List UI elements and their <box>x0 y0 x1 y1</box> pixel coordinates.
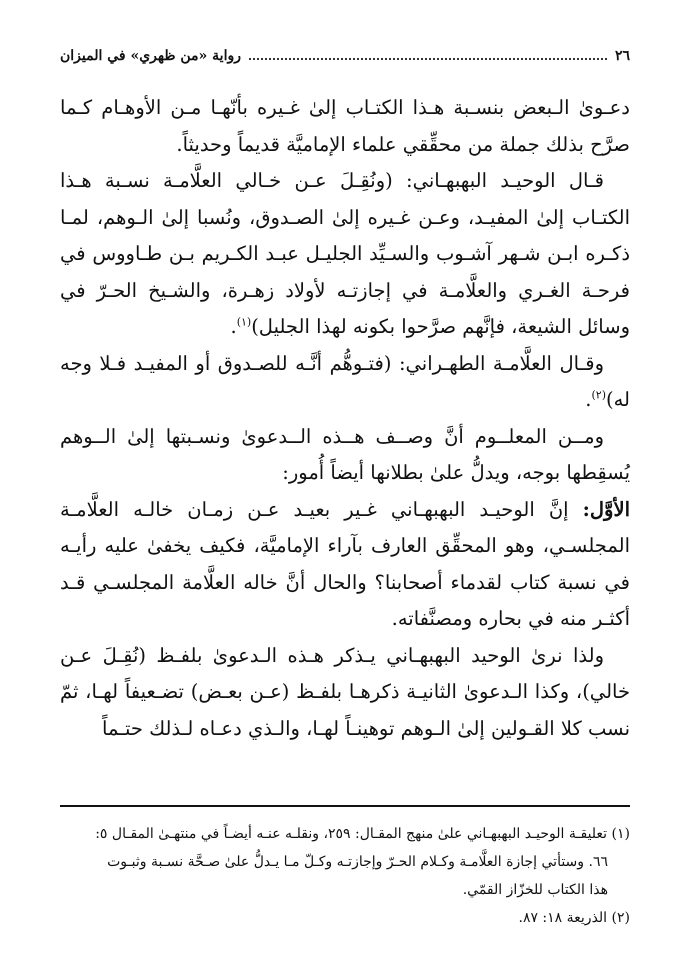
page-header <box>60 48 630 64</box>
paragraph-1-line-1: دعـوىٰ الـبعض بنسـبة هـذا الكتـاب إلىٰ غـيره بأنّهـا مـن الأوهـام كـما <box>60 96 630 119</box>
footnote-1-line-2: ٦٦. وستأتي إجازة العلَّامـة وكـلام الحـرّ وإجازتـه وكـلّ مـا يـدلُّ علىٰ صـحَّة نسـبة وثبـوت <box>107 854 608 870</box>
footnote-ref-1[interactable]: (١) <box>236 315 252 329</box>
paragraph-2 <box>60 163 630 346</box>
footnote-1-line-3: هذا الكتاب للخزّاز القمّي. <box>462 882 608 898</box>
footnote-ref-2[interactable]: (٢) <box>591 388 606 402</box>
paragraph-2-end: . <box>230 315 237 338</box>
footnote-2: (٢) الذريعة ١٨: ٨٧. <box>518 910 630 926</box>
footnote-divider <box>60 805 630 807</box>
main-text <box>60 90 630 747</box>
paragraph-4: ومــن المعلــوم أنَّ وصــف هــذه الــدعوىٰ ونسـبتها إلىٰ الــوهم يُسقِطها بوجه، ويدلُّ علىٰ بطلانها أيضاً أُمور: <box>60 424 630 484</box>
paragraph-1-line-2: صرَّح بذلك جملة من محقِّقي علماء الإماميَّة قديماً وحديثاً. <box>176 132 630 156</box>
paragraph-3-end: . <box>585 388 592 411</box>
paragraph-5-text: إنَّ الوحيـد البهبهـاني غـير بعيـد عـن زمـان خالـه العلَّامـة المجلسـي، وهو المحقِّق العارف بآراء الإماميَّة، فكيف يخفىٰ عليه رأيـه في نسبة كتاب لقدماء أصحابنا؟ والحال أنَّ خاله العلَّامة المجلسـي قـد أكثـر منه في بحاره ومصنَّفاته. <box>60 497 630 630</box>
header-dot-leader <box>249 58 607 60</box>
footnote-1-line-1: (١) تعليقـة الوحيـد البهبهـاني علىٰ منهج المقـال: ٢٥٩، ونقلـه عنـه أيضـاً في منتهـىٰ المقـال ٥: <box>95 826 630 842</box>
paragraph-1 <box>60 90 630 163</box>
page-number: ٢٦ <box>614 48 630 64</box>
paragraph-5 <box>60 492 630 638</box>
running-title: رواية «من ظهري» في الميزان <box>60 48 241 64</box>
paragraph-2-text: قـال الوحيـد البهبهـاني: (ونُقِـلَ عـن خـالي العلَّامـة نسـبة هـذا الكتـاب إلىٰ المفيـد، وعـن غـيره إلىٰ الصـدوق، ونُسبا إلىٰ الـوهم، لمـا ذكـره ابـن شـهر آشـوب والسـيِّد الجليـل عبـد الكـريم بـن طـاووس في فرحـة الغـري والعلَّامـة في إجازتـه لأولاد زهـرة، والشـيخ الحـرّ في وسائل الشيعة، فإنَّهم صرَّحوا بكونه لهذا الجليل) <box>60 169 630 338</box>
point-first-label: الأوَّل: <box>582 497 630 521</box>
paragraph-3 <box>60 346 630 419</box>
paragraph-3-text: وقـال العلَّامـة الطهـراني: (فتـوهُّم أنَّـه للصـدوق أو المفيـد فـلا وجه له) <box>60 351 630 411</box>
footnotes <box>60 820 630 932</box>
paragraph-6: ولذا نرىٰ الوحيد البهبهـاني يـذكر هـذه الـدعوىٰ بلفـظ (نُقِـلَ عـن خالي)، وكذا الـدعوىٰ الثانيـة ذكرهـا بلفـظ (عـن بعـض) تضـعيفاً لهـا، ثمّ نسب كلا القـولين إلىٰ الـوهم توهينـاً لهـا، والـذي دعـاه لـذلك حتـماً <box>60 643 630 740</box>
